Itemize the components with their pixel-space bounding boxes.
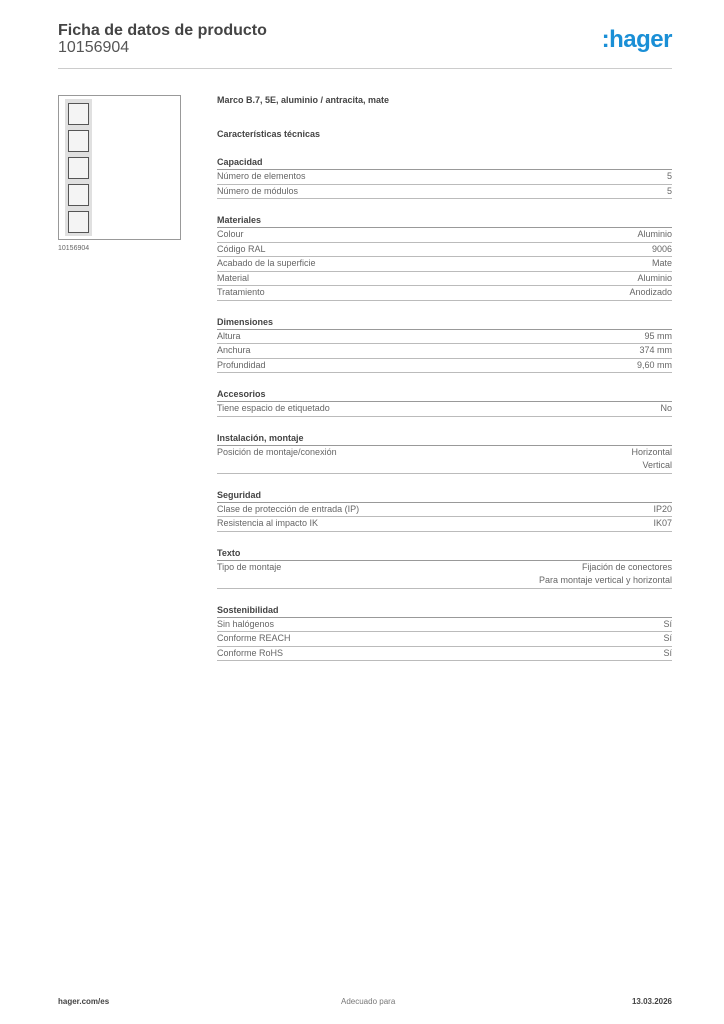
spec-row bbox=[217, 344, 672, 359]
section-title: Dimensiones bbox=[217, 315, 672, 330]
frame-strip bbox=[65, 99, 92, 236]
section-title: Instalación, montaje bbox=[217, 431, 672, 446]
spec-value: Sí bbox=[663, 618, 672, 629]
spec-row bbox=[217, 446, 672, 474]
spec-section bbox=[217, 315, 672, 374]
spec-row bbox=[217, 618, 672, 633]
spec-value: 9,60 mm bbox=[636, 359, 672, 370]
section-title: Capacidad bbox=[217, 155, 672, 170]
spec-value: 374 mm bbox=[639, 345, 672, 355]
spec-value: Anodizado bbox=[629, 287, 672, 297]
spec-row bbox=[217, 170, 672, 185]
spec-row bbox=[217, 632, 672, 647]
spec-label: Altura bbox=[217, 330, 241, 341]
spec-value: No bbox=[660, 403, 672, 413]
spec-row bbox=[217, 402, 672, 417]
spec-row bbox=[217, 359, 672, 374]
spec-row bbox=[217, 257, 672, 272]
frame-slot bbox=[68, 184, 89, 206]
spec-row bbox=[217, 243, 672, 258]
spec-value: Sí bbox=[663, 633, 672, 643]
frame-slot bbox=[68, 103, 89, 125]
spec-label: Anchura bbox=[217, 345, 251, 355]
spec-value: Sí bbox=[663, 647, 672, 658]
spec-value: 9006 bbox=[651, 243, 672, 254]
spec-value: Mate bbox=[651, 258, 672, 268]
spec-label: Número de módulos bbox=[217, 185, 299, 196]
spec-label: Tipo de montaje bbox=[217, 561, 282, 572]
section-title: Sostenibilidad bbox=[217, 603, 672, 618]
spec-row bbox=[217, 185, 672, 200]
spec-label: Acabado de la superficie bbox=[217, 258, 316, 268]
spec-value: 95 mm bbox=[644, 330, 672, 341]
spec-value: 5 bbox=[666, 185, 672, 196]
spec-label: Profundidad bbox=[217, 359, 266, 370]
spec-row bbox=[217, 272, 672, 287]
spec-row bbox=[217, 228, 672, 243]
page-title: Ficha de datos de producto bbox=[58, 22, 267, 39]
product-code: 10156904 bbox=[58, 39, 130, 56]
spec-label: Resistencia al impacto IK bbox=[217, 518, 319, 528]
spec-row bbox=[217, 517, 672, 532]
spec-label: Material bbox=[217, 272, 250, 283]
footer-site[interactable]: hager.com/es bbox=[58, 997, 110, 1006]
section-title: Materiales bbox=[217, 213, 672, 228]
spec-sections bbox=[217, 155, 672, 661]
spec-section bbox=[217, 603, 672, 662]
spec-value: Horizontal Vertical bbox=[631, 446, 672, 470]
spec-value: IK07 bbox=[653, 518, 672, 528]
section-title: Texto bbox=[217, 546, 672, 561]
spec-row bbox=[217, 561, 672, 589]
spec-value: Aluminio bbox=[637, 272, 672, 283]
spec-row bbox=[217, 647, 672, 662]
spec-section bbox=[217, 213, 672, 301]
spec-label: Sin halógenos bbox=[217, 618, 275, 629]
spec-label: Conforme REACH bbox=[217, 633, 291, 643]
spec-section bbox=[217, 488, 672, 532]
spec-section bbox=[217, 431, 672, 474]
tech-heading: Características técnicas bbox=[217, 129, 321, 139]
spec-section bbox=[217, 155, 672, 199]
spec-row bbox=[217, 286, 672, 301]
spec-label: Tratamiento bbox=[217, 287, 265, 297]
frame-slot bbox=[68, 130, 89, 152]
frame-slot bbox=[68, 211, 89, 233]
spec-content bbox=[217, 95, 672, 661]
header-divider bbox=[58, 68, 672, 69]
footer-date: 13.03.2026 bbox=[631, 997, 672, 1006]
spec-section bbox=[217, 387, 672, 417]
spec-label: Colour bbox=[217, 229, 244, 239]
spec-label: Tiene espacio de etiquetado bbox=[217, 403, 330, 413]
image-caption: 10156904 bbox=[58, 245, 90, 252]
spec-label: Número de elementos bbox=[217, 171, 306, 181]
spec-section bbox=[217, 546, 672, 589]
spec-value: IP20 bbox=[653, 503, 672, 514]
spec-label: Clase de protección de entrada (IP) bbox=[217, 503, 360, 514]
spec-label: Conforme RoHS bbox=[217, 647, 284, 658]
spec-value: 5 bbox=[666, 171, 672, 181]
section-title: Seguridad bbox=[217, 488, 672, 503]
spec-label: Código RAL bbox=[217, 243, 266, 254]
spec-row bbox=[217, 503, 672, 518]
section-title: Accesorios bbox=[217, 387, 672, 402]
footer-middle: Adecuado para bbox=[341, 997, 396, 1006]
hager-logo: :hager bbox=[601, 26, 672, 53]
spec-value: Aluminio bbox=[637, 229, 672, 239]
spec-value: Fijación de conectores Para montaje vertical y horizontal bbox=[538, 561, 672, 585]
product-name: Marco B.7, 5E, aluminio / antracita, mate bbox=[217, 95, 390, 105]
product-image bbox=[58, 95, 181, 240]
frame-slot bbox=[68, 157, 89, 179]
spec-label: Posición de montaje/conexión bbox=[217, 446, 337, 457]
spec-row bbox=[217, 330, 672, 345]
